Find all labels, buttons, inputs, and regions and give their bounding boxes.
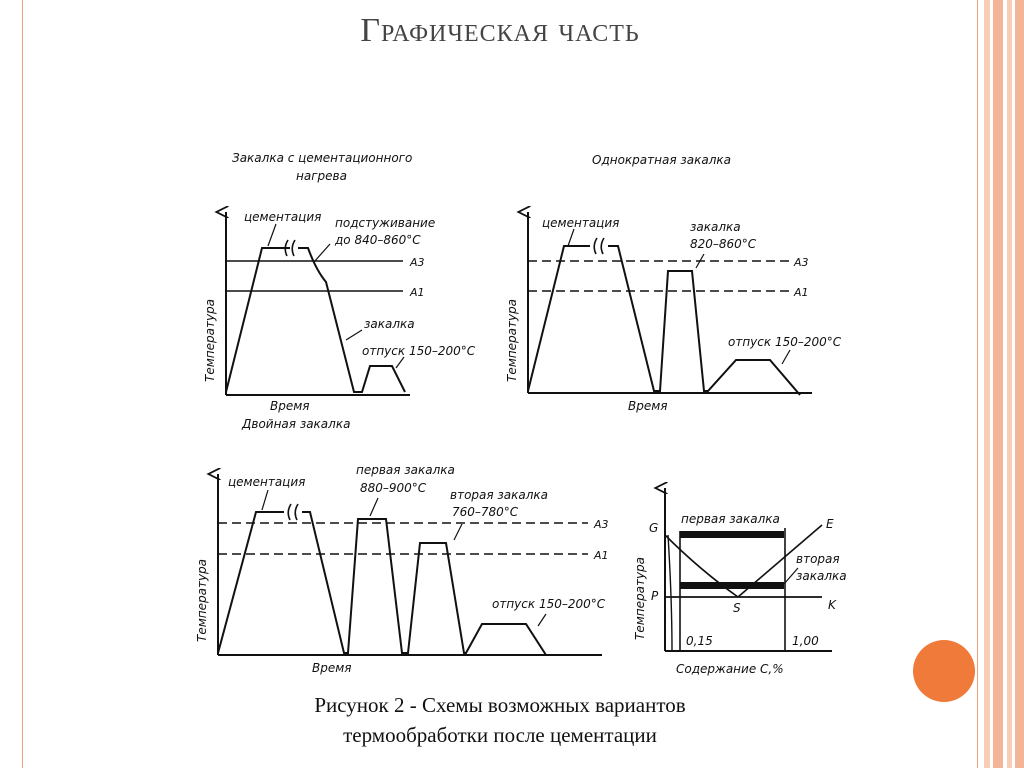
d4-label-second-1: вторая (796, 552, 840, 566)
caption-line-2: термообработки после цементации (343, 723, 657, 747)
d2-label-cementation: цементация (542, 216, 620, 230)
d1-label-cool-2: до 840–860°С (335, 233, 421, 247)
d4-label-k: K (828, 598, 836, 612)
d1-title-2: нагрева (296, 169, 347, 183)
d1-label-a3: A3 (410, 256, 425, 269)
d1-ylabel: Температура (203, 298, 217, 382)
d2-label-temper: отпуск 150–200°С (728, 335, 842, 349)
d4-ylabel: Температура (633, 556, 647, 640)
leader-quench (346, 330, 362, 340)
leader-cementation (268, 224, 276, 246)
d3-label-a3: A3 (594, 518, 609, 531)
d2-label-quench-1: закалка (690, 220, 741, 234)
d4-xlabel: Содержание С,% (676, 662, 784, 676)
decor-circle (913, 640, 975, 702)
d3-label-cementation: цементация (228, 475, 306, 489)
d1-label-temper: отпуск 150–200°С (362, 344, 476, 358)
d1-xlabel: Время (270, 399, 310, 413)
d2-ylabel: Температура (505, 298, 519, 382)
d4-tick-1: 0,15 (686, 634, 713, 648)
caption-line-1: Рисунок 2 - Схемы возможных вариантов (314, 693, 686, 717)
slide-title: Графическая часть (360, 12, 640, 49)
first-quench-band (680, 531, 784, 538)
leader-temper (538, 614, 546, 626)
d2-xlabel: Время (628, 399, 668, 413)
leader-temper (782, 350, 790, 364)
d2-title: Однократная закалка (592, 153, 731, 167)
solvus-left (668, 535, 672, 651)
d3-label-first-2: 880–900°С (360, 481, 427, 495)
leader-second (454, 524, 462, 540)
leader-temper (396, 357, 404, 368)
d1-subtitle: Двойная закалка (242, 417, 351, 431)
d2-label-a1: A1 (794, 286, 809, 299)
d3-xlabel: Время (312, 661, 352, 675)
d1-label-cementation: цементация (244, 210, 322, 224)
d4-label-g: G (649, 521, 659, 535)
d3-label-first-1: первая закалка (356, 463, 455, 477)
d4-tick-2: 1,00 (792, 634, 819, 648)
d4-label-p: P (651, 589, 659, 603)
d3-label-a1: A1 (594, 549, 609, 562)
leader-cooling (314, 244, 330, 262)
d4-label-second-2: закалка (796, 569, 847, 583)
heat-curve (528, 246, 800, 395)
leader-cementation (262, 490, 268, 510)
break-mark (288, 504, 298, 520)
leader-first (370, 498, 378, 516)
d3-label-second-1: вторая закалка (450, 488, 549, 502)
d1-label-a1: A1 (410, 286, 425, 299)
d4-label-s: S (733, 601, 741, 615)
d1-title-1: Закалка с цементационного (232, 151, 413, 165)
second-quench-band (680, 582, 784, 589)
break-mark (594, 238, 604, 254)
d3-label-temper: отпуск 150–200°С (492, 597, 606, 611)
d4-label-first: первая закалка (681, 512, 780, 526)
d1-label-cool-1: подстуживание (335, 216, 436, 230)
leader-cementation (568, 229, 574, 246)
d3-ylabel: Температура (195, 558, 209, 642)
d2-label-quench-2: 820–860°С (690, 237, 757, 251)
d3-label-second-2: 760–780°С (452, 505, 519, 519)
heat-curve (218, 512, 546, 655)
figure-caption (180, 690, 820, 750)
d4-label-e: E (826, 517, 834, 531)
diagram-2 (528, 212, 812, 395)
d2-label-a3: A3 (794, 256, 809, 269)
d1-label-quench: закалка (364, 317, 415, 331)
